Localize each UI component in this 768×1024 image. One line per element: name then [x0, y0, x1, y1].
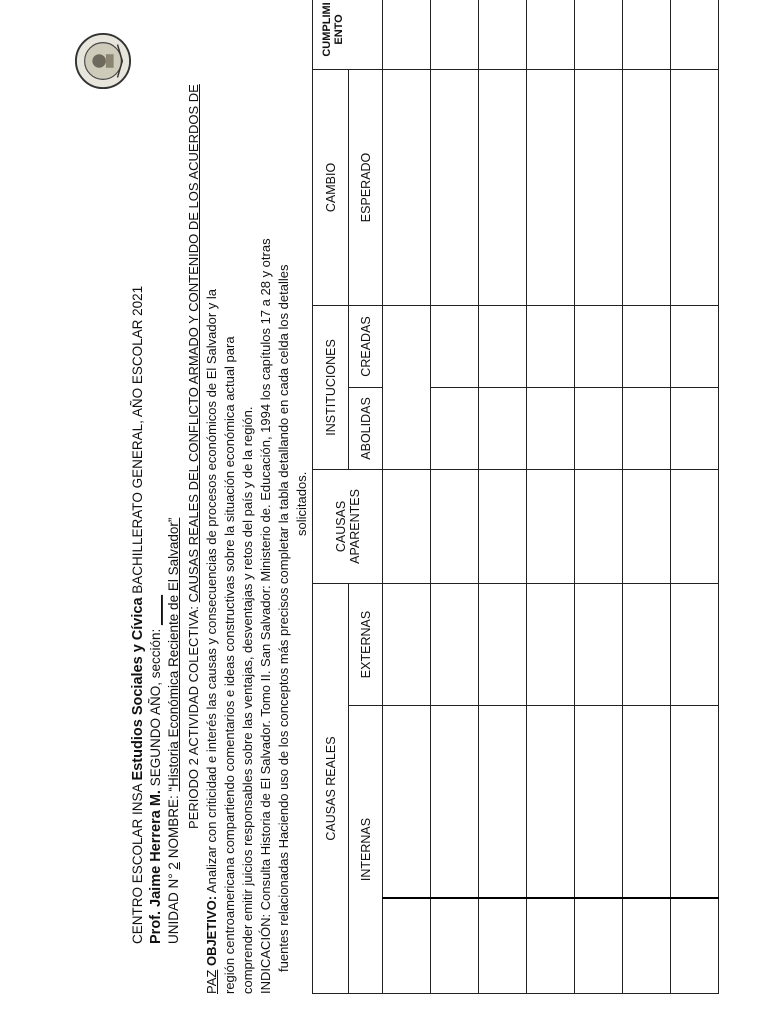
objective-line1 [204, 289, 220, 994]
cell[interactable] [575, 387, 623, 469]
cell[interactable] [479, 305, 527, 387]
unit-prefix: UNIDAD N° [166, 873, 181, 944]
cell[interactable] [479, 706, 527, 899]
cambio-header: CAMBIO [313, 69, 349, 305]
table-row [575, 0, 623, 994]
cumplimiento-header: CUMPLIMI ENTO [313, 0, 383, 69]
activity-prefix: PERIODO 2 ACTIVIDAD COLECTIVA: [186, 606, 201, 829]
section-blank: ____ [148, 594, 163, 625]
cell[interactable] [431, 583, 479, 705]
teacher-name: Prof. Jaime Herrera M. [148, 790, 164, 944]
cell[interactable] [575, 583, 623, 705]
cell[interactable] [479, 469, 527, 583]
cell[interactable] [575, 0, 623, 69]
indication-line2: fuentes relacionadas Haciendo uso de los conceptos más precisos completar la tabla detallando en cada celda los detalles [276, 264, 291, 972]
subject-name: Estudios Sociales y Cívica [130, 597, 146, 781]
cell[interactable] [527, 899, 575, 994]
table-row [671, 0, 719, 994]
cell[interactable] [671, 706, 719, 899]
cell[interactable] [431, 899, 479, 994]
indication-line3: solicitados. [294, 471, 309, 536]
school-seal-icon [74, 32, 132, 90]
cell[interactable] [575, 706, 623, 899]
table-row [479, 0, 527, 994]
header-line3 [166, 518, 182, 944]
cell[interactable] [671, 899, 719, 994]
cell[interactable] [671, 469, 719, 583]
unit-number: 2 [166, 862, 181, 870]
cell[interactable] [527, 0, 575, 69]
cell[interactable] [527, 469, 575, 583]
cell[interactable] [527, 69, 575, 305]
table-row [527, 0, 575, 994]
cell[interactable] [431, 305, 479, 387]
cell[interactable] [671, 0, 719, 69]
cell[interactable] [383, 706, 431, 899]
internas-header: INTERNAS [349, 706, 383, 994]
cell[interactable] [479, 583, 527, 705]
table-row [431, 0, 479, 994]
esperado-header: ESPERADO [349, 69, 383, 305]
cell[interactable] [383, 69, 431, 305]
cell[interactable] [623, 69, 671, 305]
objective-line2: región centroamericana compartiendo comentarios e ideas constructivas sobre la situación económica actual para [222, 336, 237, 994]
creadas-header: CREADAS [349, 305, 383, 387]
objective-line3: comprender emitir juicios responsables sobre las ventajas, desventajas y retos del país y de la región. [240, 406, 255, 994]
cell[interactable] [671, 583, 719, 705]
cell[interactable] [431, 0, 479, 69]
cell[interactable] [671, 305, 719, 387]
cell[interactable] [671, 387, 719, 469]
cell[interactable] [527, 305, 575, 387]
worksheet-table [312, 0, 719, 994]
activity-title-2: PAZ [204, 969, 219, 994]
cell[interactable] [671, 69, 719, 305]
causas-aparentes-header: CAUSAS APARENTES [313, 469, 383, 583]
cell[interactable] [431, 706, 479, 899]
instituciones-header: INSTITUCIONES [313, 305, 349, 469]
header-line2 [148, 595, 164, 944]
cell[interactable] [623, 899, 671, 994]
school-name: CENTRO ESCOLAR INSA [130, 784, 145, 944]
cell[interactable] [431, 469, 479, 583]
cell[interactable] [383, 583, 431, 705]
activity-line1 [186, 84, 202, 829]
cell[interactable] [479, 899, 527, 994]
table-row [383, 0, 431, 994]
course-year: BACHILLERATO GENERAL, AÑO ESCOLAR 2021 [130, 285, 145, 594]
cell[interactable] [623, 387, 671, 469]
cell[interactable] [623, 583, 671, 705]
unit-name-label: NOMBRE: [166, 795, 181, 859]
cell[interactable] [383, 0, 431, 69]
cell[interactable] [431, 69, 479, 305]
header-line1 [130, 286, 146, 944]
unit-name: “Historia Económica Reciente de El Salvador” [166, 517, 181, 792]
abolidas-header: ABOLIDAS [349, 387, 383, 469]
indication-line1: INDICACIÓN: Consulta Historia de El Salvador. Tomo II. San Salvador: Ministerio de. Educación, 1994 los capítulos 17 a 28 y otras [258, 238, 273, 994]
cell[interactable] [575, 469, 623, 583]
cell[interactable] [623, 469, 671, 583]
externas-header: EXTERNAS [349, 583, 383, 705]
objective-label: OBJETIVO: [204, 895, 219, 967]
cell[interactable] [383, 899, 431, 994]
cell[interactable] [623, 305, 671, 387]
cell[interactable] [575, 69, 623, 305]
cell[interactable] [479, 0, 527, 69]
cell[interactable] [431, 387, 479, 469]
grade-section: SEGUNDO AÑO, sección: [148, 628, 163, 787]
causas-reales-header: CAUSAS REALES [313, 583, 349, 993]
cell[interactable] [575, 305, 623, 387]
objective-text-1: Analizar con criticidad e interés las causas y consecuencias de procesos económicos de El Salvador y la [204, 288, 219, 894]
cell[interactable] [527, 583, 575, 705]
cell[interactable] [623, 706, 671, 899]
table-row [623, 0, 671, 994]
activity-title-1: CAUSAS REALES DEL CONFLICTO ARMADO Y CONTENIDO DE LOS ACUERDOS DE [186, 84, 201, 603]
cell[interactable] [383, 469, 431, 583]
cell[interactable] [575, 899, 623, 994]
cell[interactable] [623, 0, 671, 69]
cell[interactable] [527, 706, 575, 899]
cell[interactable] [479, 69, 527, 305]
cell[interactable] [527, 387, 575, 469]
cell[interactable] [479, 387, 527, 469]
cell[interactable] [383, 305, 431, 469]
